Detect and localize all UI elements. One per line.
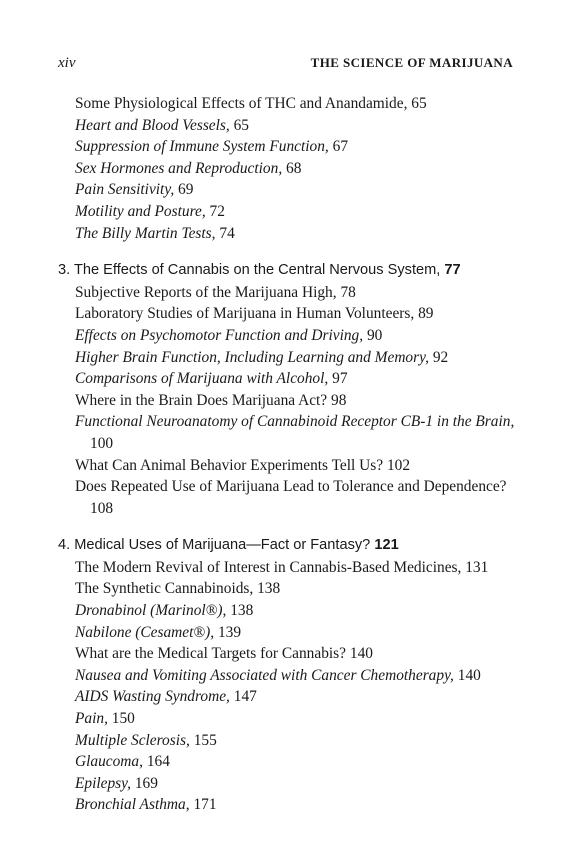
running-head: THE SCIENCE OF MARIJUANA xyxy=(310,55,513,70)
toc-entry-page: 108 xyxy=(90,499,114,517)
toc-entry-title: Suppression of Immune System Function, xyxy=(75,138,329,156)
chapter-page-number: 77 xyxy=(444,262,461,279)
toc-entry-title: Effects on Psychomotor Function and Driving, xyxy=(75,326,364,344)
toc-entry-title: Motility and Posture, xyxy=(75,202,206,220)
toc-entry-page: 90 xyxy=(366,326,383,344)
toc-entry xyxy=(58,730,528,752)
toc-entry-page: 69 xyxy=(178,181,194,199)
toc-entry xyxy=(58,708,528,730)
toc-entry-title: Bronchial Asthma, xyxy=(75,796,190,814)
chapter-title-text: The Effects of Cannabis on the Central Nervous System, xyxy=(73,262,441,279)
toc-entry-page: 98 xyxy=(331,391,347,409)
toc-entry-page: 140 xyxy=(457,666,481,684)
toc-entry xyxy=(58,455,528,477)
toc-entry xyxy=(58,600,528,622)
toc-entry-page: 67 xyxy=(332,138,349,156)
toc-entry xyxy=(58,773,528,795)
toc-chapter-block xyxy=(58,260,528,519)
toc-entry-page: 169 xyxy=(134,774,158,792)
toc-entry-page: 138 xyxy=(257,580,281,598)
toc-entry-page: 155 xyxy=(193,731,217,749)
toc-entry xyxy=(58,179,528,201)
toc-entry-title: Dronabinol (Marinol®), xyxy=(75,602,227,620)
toc-entry xyxy=(58,622,528,644)
toc-entry-title: Functional Neuroanatomy of Cannabinoid Receptor CB-1 in the Brain, xyxy=(75,413,515,431)
toc-entry-title: Glaucoma, xyxy=(75,753,143,771)
toc-entry xyxy=(58,325,528,347)
toc-entry xyxy=(58,578,528,600)
toc-entry-page: 74 xyxy=(219,224,235,242)
toc-entry xyxy=(58,93,528,115)
toc-entry xyxy=(58,282,528,304)
chapter-title xyxy=(58,260,528,282)
chapter-title-text: Medical Uses of Marijuana—Fact or Fantasy? xyxy=(74,537,371,554)
toc-entry-page: 150 xyxy=(111,710,135,728)
toc-entry-page: 72 xyxy=(209,202,225,220)
toc-chapter-block xyxy=(58,535,528,816)
toc-entry xyxy=(58,390,528,412)
toc-entry-title: Does Repeated Use of Marijuana Lead to Tolerance and Dependence? xyxy=(75,478,507,496)
chapter-number: 3. xyxy=(58,262,71,279)
toc-entry-title: Pain, xyxy=(75,710,108,728)
toc-entry-title: Comparisons of Marijuana with Alcohol, xyxy=(75,370,329,388)
toc-entry xyxy=(58,557,528,579)
toc-entry-title: The Synthetic Cannabinoids, xyxy=(75,580,254,598)
toc-entry-page: 147 xyxy=(233,688,257,706)
toc-entry xyxy=(58,368,528,390)
chapter-title xyxy=(58,535,528,557)
toc-entry xyxy=(58,347,528,369)
toc-entry-page: 89 xyxy=(418,305,434,323)
toc-entry xyxy=(58,686,528,708)
toc-entry-page: 164 xyxy=(146,753,170,771)
toc-entry-page: 102 xyxy=(386,456,411,474)
toc-entry-page: 65 xyxy=(233,116,249,134)
page-header xyxy=(58,55,513,75)
toc-entry-title: Nausea and Vomiting Associated with Cancer Chemotherapy, xyxy=(75,666,454,684)
toc-entry xyxy=(58,201,528,223)
toc-entry-title: The Billy Martin Tests, xyxy=(75,224,216,242)
toc-entry-title: Some Physiological Effects of THC and Anandamide, xyxy=(75,95,408,112)
toc-chapter-block xyxy=(58,93,528,244)
toc-entry-title: Laboratory Studies of Marijuana in Human Volunteers, xyxy=(75,305,415,323)
toc-entry-title: Nabilone (Cesamet®), xyxy=(75,623,215,641)
toc-entry-page: 65 xyxy=(411,95,427,112)
folio: xiv xyxy=(58,55,76,71)
toc-entry-page: 100 xyxy=(90,434,114,452)
toc-entry-title: Sex Hormones and Reproduction, xyxy=(75,159,283,177)
toc-entry-page: 68 xyxy=(286,159,302,177)
toc-entry-page: 171 xyxy=(193,796,217,814)
toc-entry xyxy=(58,751,528,773)
toc-entry-title: Pain Sensitivity, xyxy=(75,181,175,199)
toc-entry xyxy=(58,303,528,325)
toc-entry xyxy=(58,476,528,519)
toc-entry xyxy=(58,794,528,816)
toc-entry xyxy=(58,643,528,665)
chapter-page-number: 121 xyxy=(374,537,399,554)
toc-entry-page: 92 xyxy=(432,348,449,366)
toc-entry-title: What are the Medical Targets for Cannabis? xyxy=(75,645,347,663)
toc-entry-page: 139 xyxy=(217,623,242,641)
toc-entry-title: Subjective Reports of the Marijuana High, xyxy=(75,283,337,301)
toc-entry-page: 138 xyxy=(230,602,254,620)
toc-entry-title: Where in the Brain Does Marijuana Act? xyxy=(75,391,328,409)
toc-entry-title: Heart and Blood Vessels, xyxy=(75,116,230,134)
toc-entry-title: Higher Brain Function, Including Learning and Memory, xyxy=(75,348,429,366)
toc-entry xyxy=(58,136,528,158)
toc-entry-title: AIDS Wasting Syndrome, xyxy=(75,688,230,706)
toc-entry-page: 78 xyxy=(340,283,356,301)
toc-entry xyxy=(58,665,528,687)
toc-entry-title: Multiple Sclerosis, xyxy=(75,731,190,749)
toc-entry xyxy=(58,115,528,137)
toc-entry-title: The Modern Revival of Interest in Cannabis-Based Medicines, xyxy=(75,558,462,576)
table-of-contents xyxy=(58,93,528,832)
toc-entry-page: 140 xyxy=(349,645,373,663)
toc-entry xyxy=(58,158,528,180)
toc-entry-page: 97 xyxy=(332,370,348,388)
toc-entry xyxy=(58,223,528,245)
toc-entry-title: What Can Animal Behavior Experiments Tell Us? xyxy=(75,456,384,474)
toc-entry xyxy=(58,411,528,454)
chapter-number: 4. xyxy=(58,537,71,554)
toc-entry-page: 131 xyxy=(465,558,489,576)
toc-entry-title: Epilepsy, xyxy=(75,774,131,792)
